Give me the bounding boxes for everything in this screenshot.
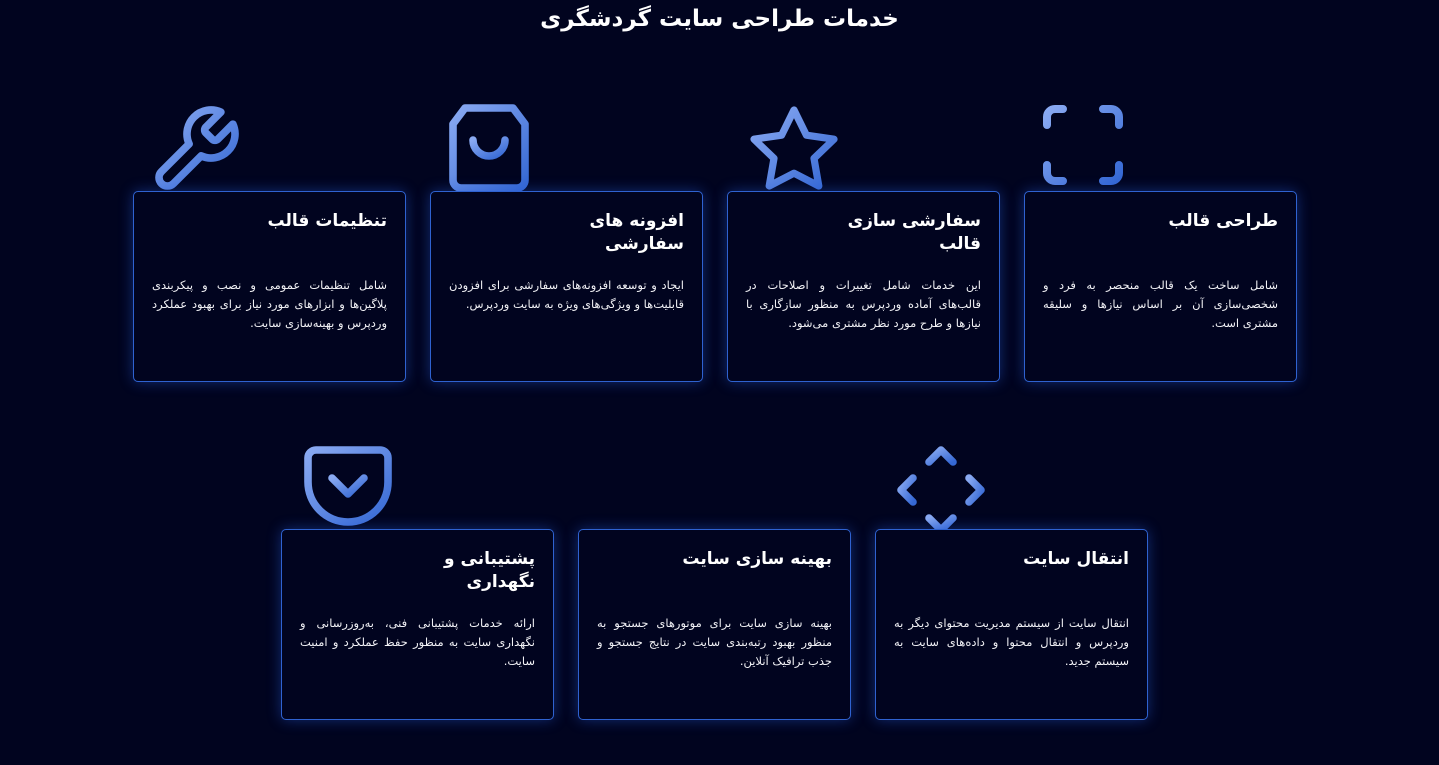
- service-card-template-customization: [727, 191, 1000, 382]
- service-card-template-settings: [133, 191, 406, 382]
- shopping-bag-icon: [441, 100, 537, 196]
- card-description: ارائه خدمات پشتیبانی فنی، به‌روزرسانی و نگهداری سایت به منظور حفظ عملکرد و امنیت سایت.: [300, 616, 535, 668]
- card-description: بهینه سازی سایت برای موتورهای جستجو به منظور بهبود رتبه‌بندی سایت در نتایج جستجو و جذب ترافیک آنلاین.: [597, 616, 832, 668]
- card-title: پشتیبانی و نگهداری: [444, 549, 535, 592]
- service-card-template-design: [1024, 191, 1297, 382]
- service-card-support-maintenance: [281, 529, 554, 720]
- card-description: شامل تنظیمات عمومی و نصب و پیکربندی پلاگین‌ها و ابزارهای مورد نیاز برای بهبود عملکرد وردپرس و بهینه‌سازی سایت.: [152, 278, 387, 330]
- sliders-icon: [596, 436, 692, 532]
- card-title: سفارشی سازی قالب: [847, 211, 981, 254]
- service-card-custom-plugins: [430, 191, 703, 382]
- card-description: انتقال سایت از سیستم مدیریت محتوای دیگر به وردپرس و انتقال محتوا و داده‌های سایت به سیستم جدید.: [894, 616, 1129, 668]
- card-description: شامل ساخت یک قالب منحصر به فرد و شخصی‌سازی آن بر اساس نیازها و سلیقه مشتری است.: [1043, 278, 1278, 330]
- move-arrows-icon: [893, 442, 989, 538]
- card-title: انتقال سایت: [1023, 549, 1129, 569]
- pocket-icon: [300, 438, 396, 534]
- card-description: ایجاد و توسعه افزونه‌های سفارشی برای افزودن قابلیت‌ها و ویژگی‌های ویژه به سایت وردپرس.: [449, 278, 684, 311]
- service-card-site-optimization: [578, 529, 851, 720]
- card-title: بهینه سازی سایت: [682, 549, 832, 569]
- page-title: خدمات طراحی سایت گردشگری: [540, 6, 899, 32]
- card-title: تنظیمات قالب: [267, 211, 387, 231]
- card-description: این خدمات شامل تغییرات و اصلاحات در قالب‌های آماده وردپرس به منظور سازگاری با نیازها و طرح مورد نظر مشتری می‌شود.: [746, 278, 981, 330]
- star-icon: [746, 102, 842, 198]
- wrench-icon: [147, 102, 243, 198]
- crop-frame-icon: [1035, 97, 1131, 193]
- card-title: افزونه های سفارشی: [589, 211, 684, 254]
- service-card-site-migration: [875, 529, 1148, 720]
- card-title: طراحی قالب: [1168, 211, 1278, 231]
